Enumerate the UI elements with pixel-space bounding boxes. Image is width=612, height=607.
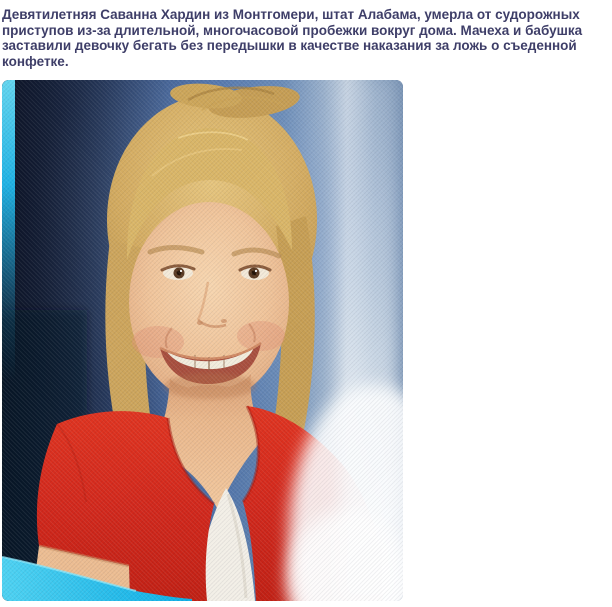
article-line: Девятилетняя Саванна Хардин из Монтгомери, штат Алабама, умерла от судорожных [2, 7, 580, 22]
girl-face [127, 128, 292, 402]
article-line: конфетке. [2, 53, 69, 69]
page-edge-left [2, 80, 15, 380]
girl-neck-shadow [164, 373, 256, 399]
article-text [2, 7, 610, 69]
girl-portrait-photo [2, 80, 403, 601]
article-line: заставили девочку бегать без передышки в качестве наказания за ложь о съеденной [2, 38, 577, 53]
portrait-illustration [2, 80, 403, 601]
article-line: приступов из-за длительной, многочасовой пробежки вокруг дома. Мачеха и бабушка [2, 22, 583, 38]
girl-cheek-right [237, 321, 285, 351]
